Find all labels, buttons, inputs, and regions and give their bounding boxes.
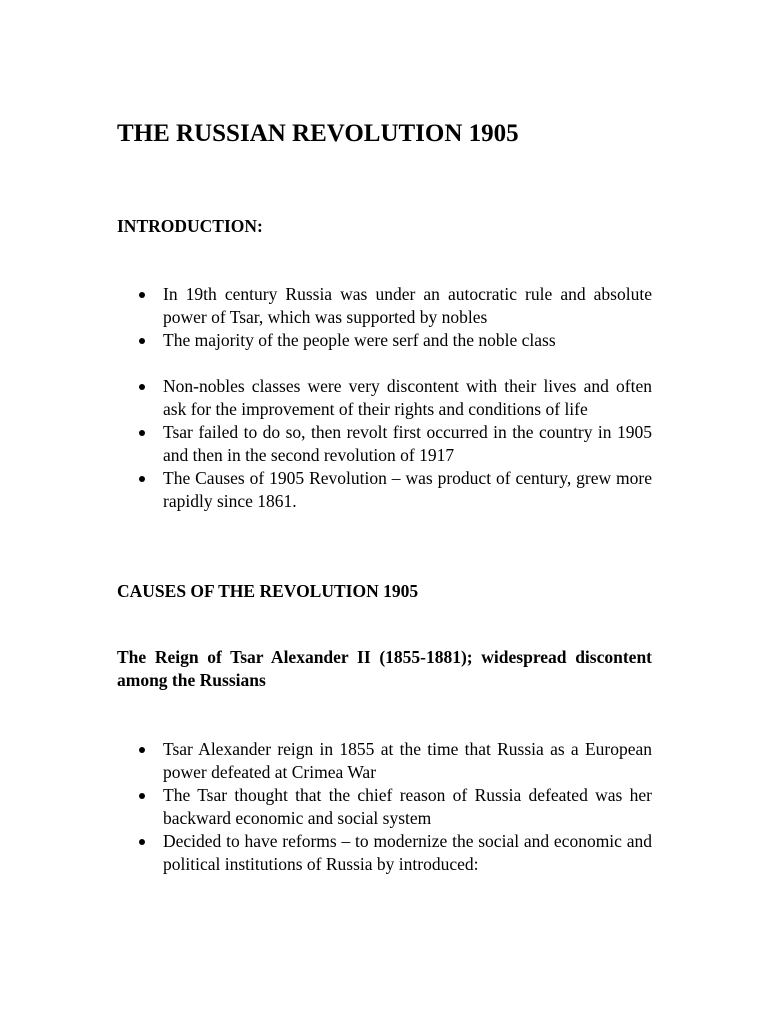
intro-bullet-list-2: [117, 375, 652, 513]
list-item-text: The Tsar thought that the chief reason of Russia defeated was her backward economic and social system: [163, 785, 652, 828]
list-item: [117, 467, 652, 513]
list-item: [117, 421, 652, 467]
bullet-dot-icon: [139, 338, 145, 344]
list-item: [117, 283, 652, 329]
reign-bullet-list: [117, 738, 652, 876]
bullet-dot-icon: [139, 384, 145, 390]
list-item: [117, 375, 652, 421]
intro-bullet-list-1: [117, 283, 652, 352]
list-item: [117, 329, 652, 352]
document-title: THE RUSSIAN REVOLUTION 1905: [117, 120, 519, 147]
reign-subheading: The Reign of Tsar Alexander II (1855-1881); widespread discontent among the Russians: [117, 647, 652, 690]
list-item: [117, 830, 652, 876]
introduction-heading: INTRODUCTION:: [117, 216, 263, 236]
bullet-dot-icon: [139, 839, 145, 845]
list-item-text: Tsar failed to do so, then revolt first occurred in the country in 1905 and then in the second revolution of 1917: [163, 422, 652, 465]
list-item: [117, 784, 652, 830]
list-item: [117, 738, 652, 784]
list-item-text: In 19th century Russia was under an autocratic rule and absolute power of Tsar, which was supported by nobles: [163, 284, 652, 327]
bullet-dot-icon: [139, 793, 145, 799]
bullet-dot-icon: [139, 747, 145, 753]
list-item-text: Tsar Alexander reign in 1855 at the time that Russia as a European power defeated at Crimea War: [163, 739, 652, 782]
bullet-dot-icon: [139, 476, 145, 482]
bullet-dot-icon: [139, 292, 145, 298]
list-item-text: The Causes of 1905 Revolution – was product of century, grew more rapidly since 1861.: [163, 468, 652, 511]
causes-heading: CAUSES OF THE REVOLUTION 1905: [117, 581, 419, 601]
list-item-text: The majority of the people were serf and the noble class: [163, 330, 556, 350]
bullet-dot-icon: [139, 430, 145, 436]
list-item-text: Decided to have reforms – to modernize the social and economic and political institutions of Russia by introduced:: [163, 831, 652, 874]
list-item-text: Non-nobles classes were very discontent with their lives and often ask for the improvement of their rights and conditions of life: [163, 376, 652, 419]
